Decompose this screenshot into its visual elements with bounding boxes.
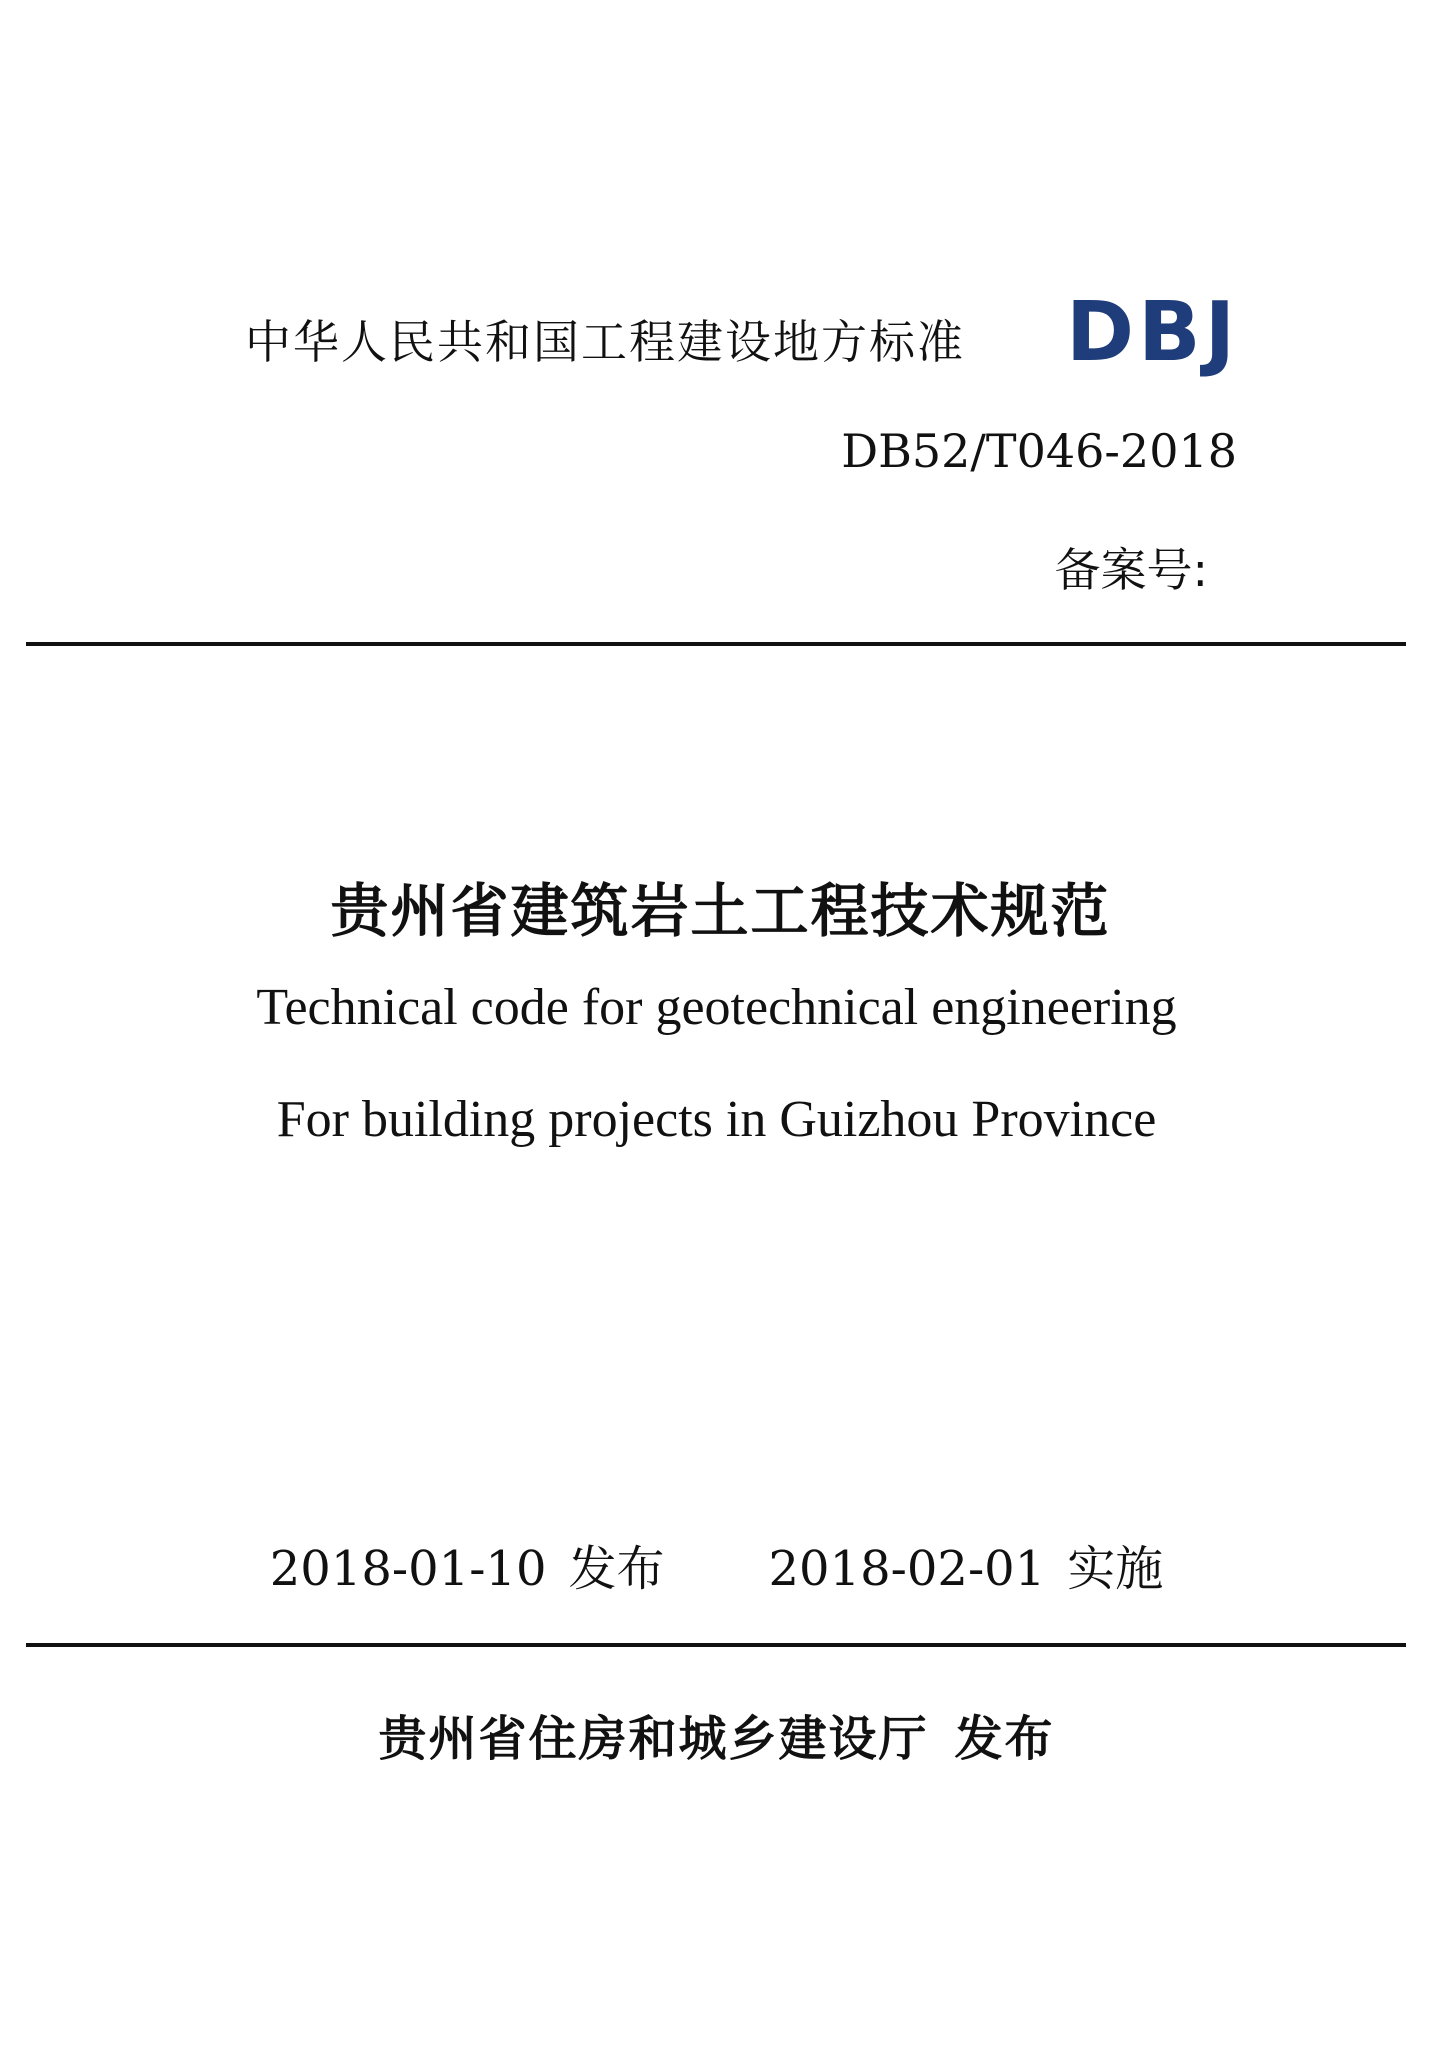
effective-date-block — [769, 1530, 1164, 1599]
publisher-name: 贵州省住房和城乡建设厅 — [378, 1711, 929, 1767]
effective-label: 实施 — [1067, 1541, 1164, 1597]
issue-label: 发布 — [568, 1541, 665, 1597]
filing-number-label: 备案号: — [1054, 543, 1208, 597]
issue-date: 2018-01-10 — [269, 1541, 547, 1597]
publisher-label: 发布 — [954, 1711, 1055, 1767]
standard-code-number: DB52/T046-2018 — [841, 424, 1237, 478]
standard-type-heading: 中华人民共和国工程建设地方标准 — [245, 315, 965, 369]
title-english-line-2: For building projects in Guizhou Province — [276, 1091, 1157, 1148]
effective-date: 2018-02-01 — [768, 1541, 1046, 1597]
dates-row — [0, 1530, 1433, 1599]
issue-date-block — [270, 1530, 665, 1599]
dbj-logo: DBJ — [1066, 285, 1240, 380]
bottom-divider — [26, 1643, 1406, 1647]
top-divider — [26, 642, 1406, 646]
title-chinese: 贵州省建筑岩土工程技术规范 — [330, 877, 1111, 945]
title-english-line-1: Technical code for geotechnical engineering — [256, 979, 1177, 1036]
publisher-line — [0, 1700, 1433, 1769]
